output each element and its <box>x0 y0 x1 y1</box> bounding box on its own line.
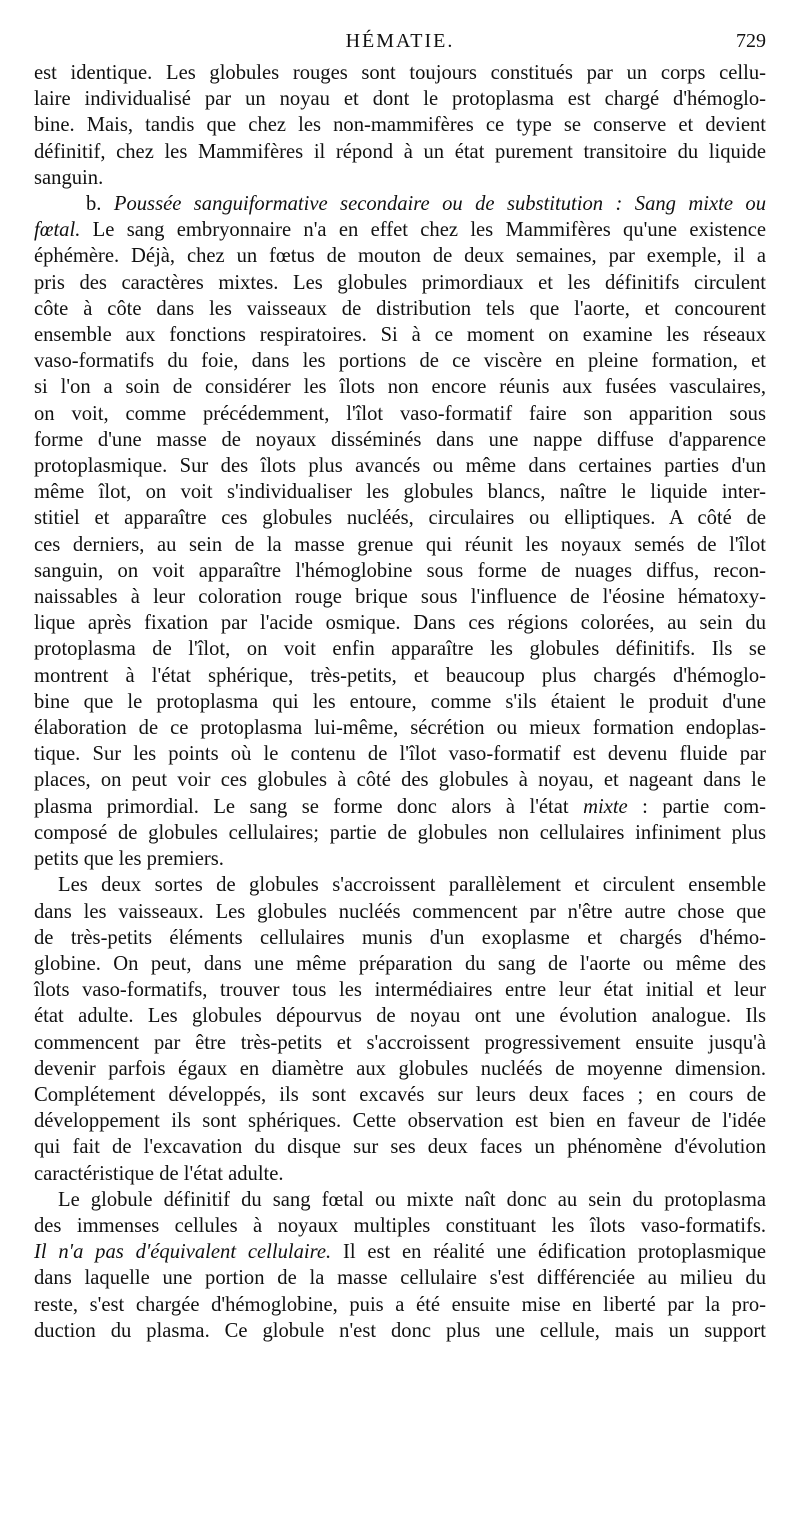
section-heading: Poussée sanguiformative secondaire ou de substitution : Sang mixte ou <box>113 193 767 216</box>
text-line: duction du plasma. Ce globule n'est donc plus une cellule, mais un support <box>34 1319 766 1342</box>
text-line: est identique. Les globules rouges sont toujours constitués par un corps cellu- <box>34 62 766 84</box>
text-fragment: plasma primordial. Le sang se forme donc alors à l'état <box>34 795 569 818</box>
emphasis-mixte: mixte <box>583 795 628 818</box>
text-line: îlots vaso-formatifs, trouver tous les intermédiaires entre leur état initial et leur <box>34 979 766 1002</box>
text-line: places, on peut voir ces globules à côté des globules à noyau, et nageant dans le <box>34 769 766 792</box>
text-line: composé de globules cellulaires; partie de globules non cellulaires infiniment plus <box>34 821 766 844</box>
text-line: tique. Sur les points où le contenu de l'îlot vaso-formatif est devenu fluide par <box>34 743 766 766</box>
section-heading-line <box>34 191 766 217</box>
text-line: bine. Mais, tandis que chez les non-mammifères ce type se conserve et devient <box>34 114 766 137</box>
text-line: montrent à l'état sphérique, très-petits, et beaucoup plus chargés d'hémoglo- <box>34 664 766 687</box>
text-line: sanguin. <box>34 166 104 189</box>
text-line <box>34 1239 766 1265</box>
text-line: ensemble aux fonctions respiratoires. Si à ce moment on examine les réseaux <box>34 324 766 347</box>
text-fragment: Il est en réalité une édification protoplasmique <box>342 1241 766 1264</box>
text-line: des immenses cellules à noyaux multiples constituant les îlots vaso-formatifs. <box>34 1214 766 1237</box>
body-text <box>34 60 766 1344</box>
text-line: Le globule définitif du sang fœtal ou mixte naît donc au sein du protoplasma <box>58 1188 766 1211</box>
text-line: développement ils sont sphériques. Cette observation est bien en faveur de l'idée <box>34 1110 766 1133</box>
paragraph <box>34 1187 766 1344</box>
text-line: caractéristique de l'état adulte. <box>34 1162 284 1185</box>
text-line <box>34 794 766 820</box>
text-line: état adulte. Les globules dépourvus de noyau ont une évolution analogue. Ils <box>34 1005 766 1028</box>
text-line: sanguin, on voit apparaître l'hémoglobine sous forme de nuages diffus, recon- <box>34 559 766 582</box>
text-line: devenir parfois égaux en diamètre aux globules nucléés de moyenne dimension. <box>34 1057 766 1080</box>
running-head: HÉMATIE. <box>345 30 455 52</box>
text-line: bine que le protoplasma qui les entoure, comme s'ils étaient le produit d'une <box>34 690 766 713</box>
text-line: qui fait de l'excavation du disque sur ses deux faces un phénomène d'évolution <box>34 1136 766 1159</box>
text-line <box>34 217 766 243</box>
page-header <box>34 30 766 60</box>
text-line: même îlot, on voit s'individualiser les globules blancs, naître le liquide inter- <box>34 481 766 504</box>
text-line: dans les vaisseaux. Les globules nucléés commencent par n'être autre chose que <box>34 900 766 923</box>
paragraph <box>34 60 766 191</box>
page-number: 729 <box>736 30 766 52</box>
text-line: de très-petits éléments cellulaires munis d'un exoplasme et chargés d'hémo- <box>34 926 766 949</box>
text-line: forme d'une masse de noyaux disséminés dans une nappe diffuse d'apparence <box>34 428 766 451</box>
heading-continuation: fœtal. <box>34 219 81 242</box>
text-line: ces derniers, au sein de la masse grenue qui réunit les noyaux semés de l'îlot <box>34 533 766 556</box>
text-line: lique après fixation par l'acide osmique. Dans ces régions colorées, au sein du <box>34 612 766 635</box>
text-fragment: : partie com- <box>627 795 766 818</box>
text-line: Les deux sortes de globules s'accroissent parallèlement et circulent ensemble <box>58 874 766 897</box>
text-line: on voit, comme précédemment, l'îlot vaso-formatif faire son apparition sous <box>34 402 766 425</box>
emphasis-phrase: Il n'a pas d'équivalent cellulaire. <box>34 1241 332 1264</box>
text-line: reste, s'est chargée d'hémoglobine, puis a été ensuite mise en liberté par la pro- <box>34 1293 766 1316</box>
text-line: élaboration de ce protoplasma lui-même, sécrétion ou mieux formation endoplas- <box>34 717 766 740</box>
text-line: protoplasma de l'îlot, on voit enfin apparaître les globules définitifs. Ils se <box>34 638 766 661</box>
text-fragment: Le sang embryonnaire n'a en effet chez les Mammifères qu'une existence <box>92 219 766 242</box>
paragraph <box>34 872 766 1186</box>
section-label: b. <box>86 193 114 216</box>
text-line: vaso-formatifs du foie, dans les portions de ce viscère en pleine formation, et <box>34 350 766 373</box>
text-line: petits que les premiers. <box>34 848 224 871</box>
text-line: stitiel et apparaître ces globules nucléés, circulaires ou elliptiques. A côté de <box>34 507 766 530</box>
text-line: pris des caractères mixtes. Les globules primordiaux et les définitifs circulent <box>34 271 766 294</box>
paragraph <box>34 191 766 872</box>
text-line: globine. On peut, dans une même préparation du sang de l'aorte ou même des <box>34 952 766 975</box>
text-line: Complétement développés, ils sont excavés sur leurs deux faces ; en cours de <box>34 1083 766 1106</box>
text-line: éphémère. Déjà, chez un fœtus de mouton de deux semaines, par exemple, il a <box>34 245 766 268</box>
text-line: côte à côte dans les vaisseaux de distribution tels que l'aorte, et concourent <box>34 297 766 320</box>
scan-artifacts <box>0 1470 800 1490</box>
text-line: définitif, chez les Mammifères il répond à un état purement transitoire du liquide <box>34 140 766 163</box>
text-line: commencent par être très-petits et s'accroissent progressivement ensuite jusqu'à <box>34 1031 766 1054</box>
text-line: si l'on a soin de considérer les îlots non encore réunis aux fusées vasculaires, <box>34 376 766 399</box>
text-line: laire individualisé par un noyau et dont le protoplasma est chargé d'hémoglo- <box>34 88 766 111</box>
text-line: dans laquelle une portion de la masse cellulaire s'est différenciée au milieu du <box>34 1267 766 1290</box>
text-line: naissables à leur coloration rouge brique sous l'influence de l'éosine hématoxy- <box>34 586 766 609</box>
text-line: protoplasmique. Sur des îlots plus avancés ou même dans certaines parties d'un <box>34 455 766 478</box>
